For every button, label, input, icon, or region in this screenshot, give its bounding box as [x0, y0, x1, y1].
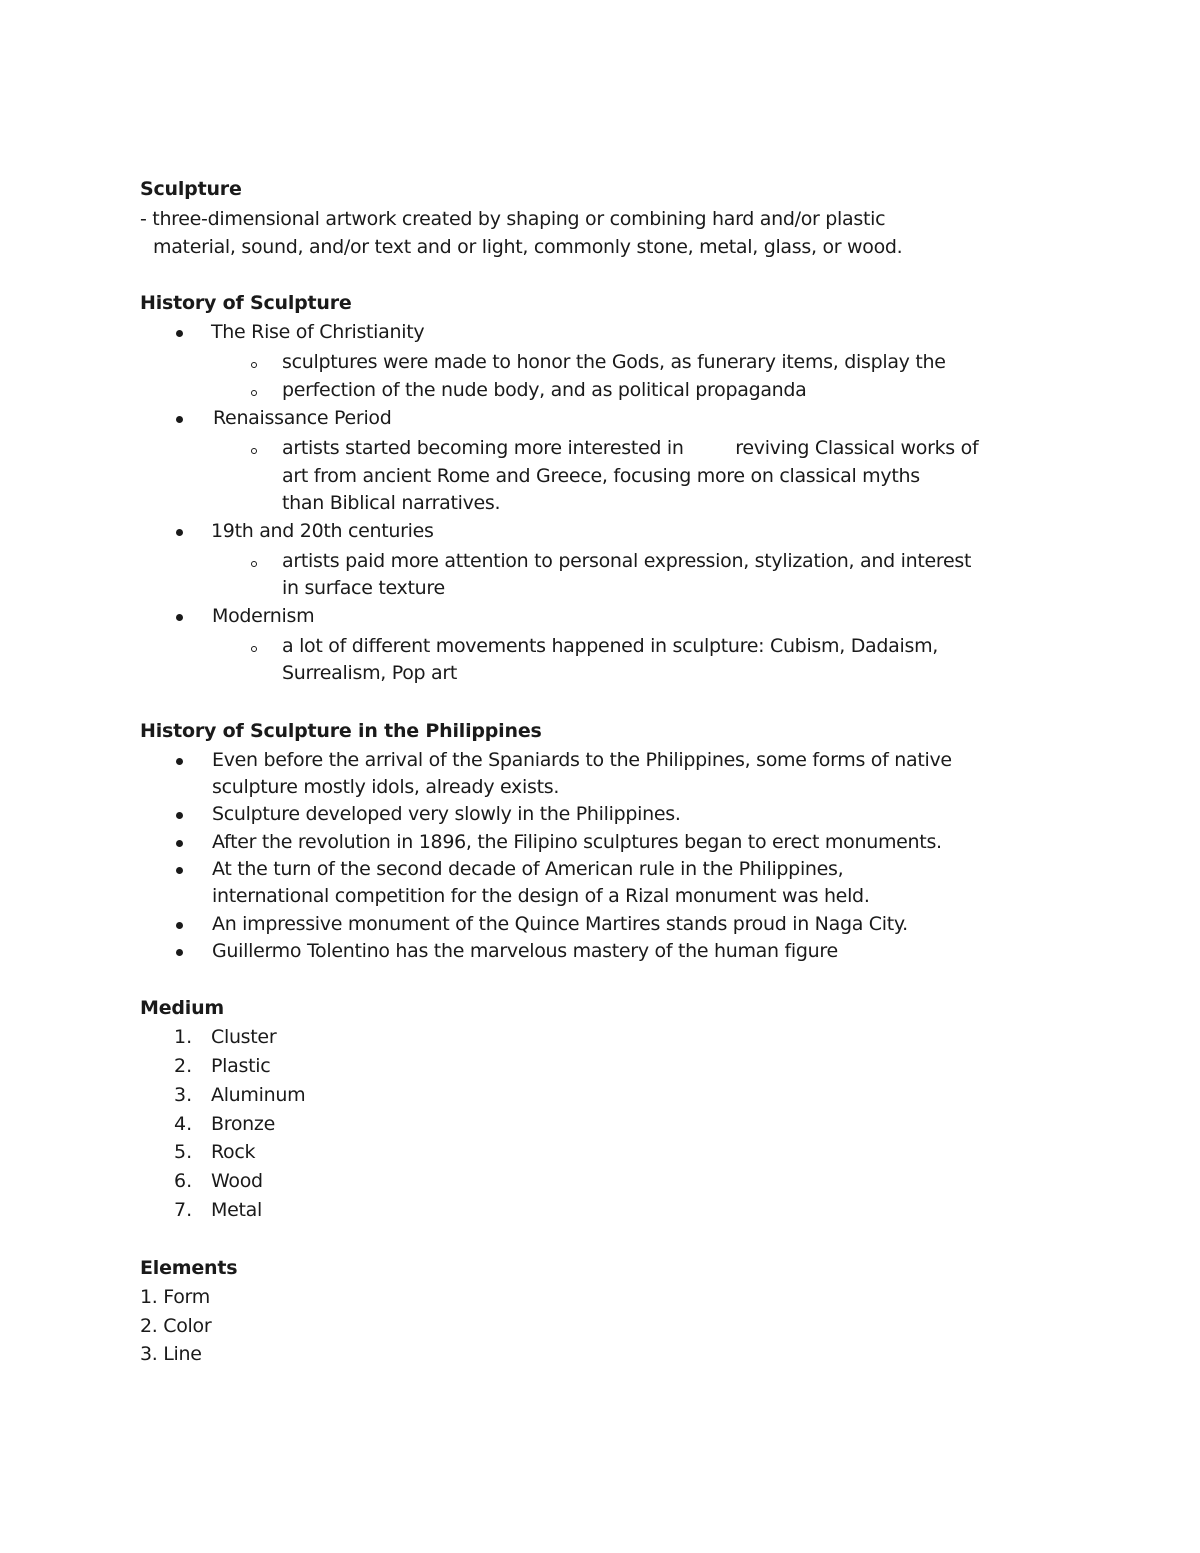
list-number: 6. [174, 1170, 193, 1192]
medium-item: Plastic [211, 1055, 271, 1077]
list-number: 3. [174, 1084, 193, 1106]
list-number: 7. [174, 1199, 193, 1221]
philippines-item: An impressive monument of the Quince Martires stands proud in Naga City. [212, 913, 908, 935]
list-number: 4. [174, 1113, 193, 1135]
bullet-icon [176, 922, 183, 929]
period-title: 19th and 20th centuries [211, 520, 434, 542]
period-point: than Biblical narratives. [282, 492, 501, 514]
list-number: 5. [174, 1141, 193, 1163]
circle-bullet-icon [251, 646, 257, 652]
circle-bullet-icon [251, 362, 257, 368]
philippines-heading: History of Sculpture in the Philippines [140, 720, 542, 742]
period-point: art from ancient Rome and Greece, focusing more on classical myths [282, 465, 920, 487]
period-point: artists paid more attention to personal expression, stylization, and interest [282, 550, 972, 572]
period-title: The Rise of Christianity [211, 321, 425, 343]
medium-heading: Medium [140, 997, 225, 1019]
bullet-icon [176, 416, 183, 423]
philippines-item: sculpture mostly idols, already exists. [212, 776, 560, 798]
philippines-item: At the turn of the second decade of American rule in the Philippines, [212, 858, 844, 880]
period-point: artists started becoming more interested in reviving Classical works of [282, 437, 979, 459]
philippines-item: Even before the arrival of the Spaniards to the Philippines, some forms of native [212, 749, 952, 771]
bullet-icon [176, 758, 183, 765]
philippines-item: Sculpture developed very slowly in the Philippines. [212, 803, 681, 825]
elements-item: 1. Form [140, 1286, 210, 1308]
period-title: Renaissance Period [213, 407, 392, 429]
period-point: in surface texture [282, 577, 445, 599]
medium-item: Wood [211, 1170, 263, 1192]
circle-bullet-icon [251, 390, 257, 396]
circle-bullet-icon [251, 448, 257, 454]
bullet-icon [176, 330, 183, 337]
bullet-icon [176, 867, 183, 874]
list-number: 2. [174, 1055, 193, 1077]
history-heading: History of Sculpture [140, 292, 352, 314]
medium-item: Aluminum [211, 1084, 306, 1106]
period-point: perfection of the nude body, and as political propaganda [282, 379, 807, 401]
sculpture-definition-line-2: material, sound, and/or text and or light, commonly stone, metal, glass, or wood. [153, 236, 903, 258]
sculpture-definition-line-1: - three-dimensional artwork created by shaping or combining hard and/or plastic [140, 208, 886, 230]
bullet-icon [176, 840, 183, 847]
bullet-icon [176, 949, 183, 956]
period-point: a lot of different movements happened in sculpture: Cubism, Dadaism, [282, 635, 939, 657]
period-point: Surrealism, Pop art [282, 662, 458, 684]
medium-item: Metal [211, 1199, 262, 1221]
sculpture-heading: Sculpture [140, 178, 242, 200]
medium-item: Rock [211, 1141, 256, 1163]
medium-item: Cluster [211, 1026, 277, 1048]
bullet-icon [176, 614, 183, 621]
elements-item: 2. Color [140, 1315, 212, 1337]
elements-heading: Elements [140, 1257, 238, 1279]
medium-item: Bronze [211, 1113, 275, 1135]
period-title: Modernism [212, 605, 315, 627]
elements-item: 3. Line [140, 1343, 202, 1365]
circle-bullet-icon [251, 561, 257, 567]
period-point: sculptures were made to honor the Gods, as funerary items, display the [282, 351, 946, 373]
bullet-icon [176, 529, 183, 536]
list-number: 1. [174, 1026, 193, 1048]
philippines-item: After the revolution in 1896, the Filipino sculptures began to erect monuments. [212, 831, 942, 853]
philippines-item: Guillermo Tolentino has the marvelous mastery of the human figure [212, 940, 838, 962]
bullet-icon [176, 812, 183, 819]
philippines-item: international competition for the design of a Rizal monument was held. [212, 885, 870, 907]
